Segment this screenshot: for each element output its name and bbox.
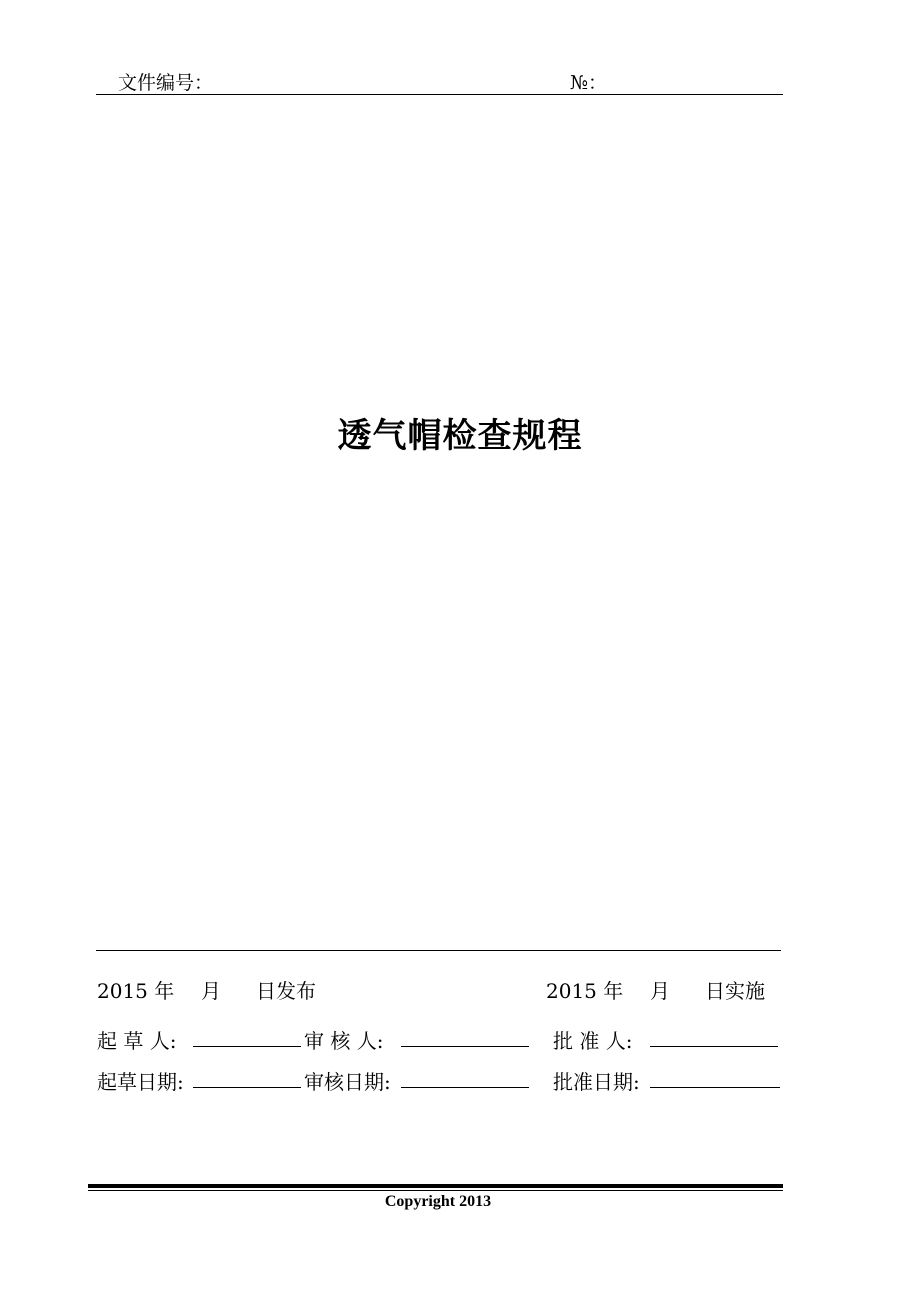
draft-date-label: 起草日期: [97,1070,184,1094]
drafter-label: 起 草 人: [97,1029,177,1053]
copyright-text: Copyright 2013 [384,1193,492,1210]
footer-thin-rule [88,1190,783,1191]
footer-thick-rule [88,1184,783,1188]
review-date-label: 审核日期: [304,1070,391,1094]
approve-date-blank [650,1067,780,1088]
dates-separator [96,950,781,951]
release-year: 2015 年 [97,979,175,1003]
draft-date-blank [193,1067,301,1088]
drafter-blank [193,1026,301,1047]
effective-day: 日实施 [705,979,765,1003]
approver-label: 批 准 人: [553,1029,633,1053]
review-date-blank [401,1067,529,1088]
release-day: 日发布 [256,979,316,1003]
document-title: 透气帽检查规程 [337,416,583,456]
reviewer-label: 审 核 人: [304,1029,384,1053]
reviewer-blank [401,1026,529,1047]
doc-number-label: 文件编号： [118,72,214,94]
approver-blank [650,1026,778,1047]
header-rule [96,94,783,95]
approve-date-label: 批准日期: [553,1070,640,1094]
serial-number-label: №： [570,72,607,94]
effective-month: 月 [650,979,670,1003]
effective-year: 2015 年 [546,979,624,1003]
release-month: 月 [201,979,221,1003]
